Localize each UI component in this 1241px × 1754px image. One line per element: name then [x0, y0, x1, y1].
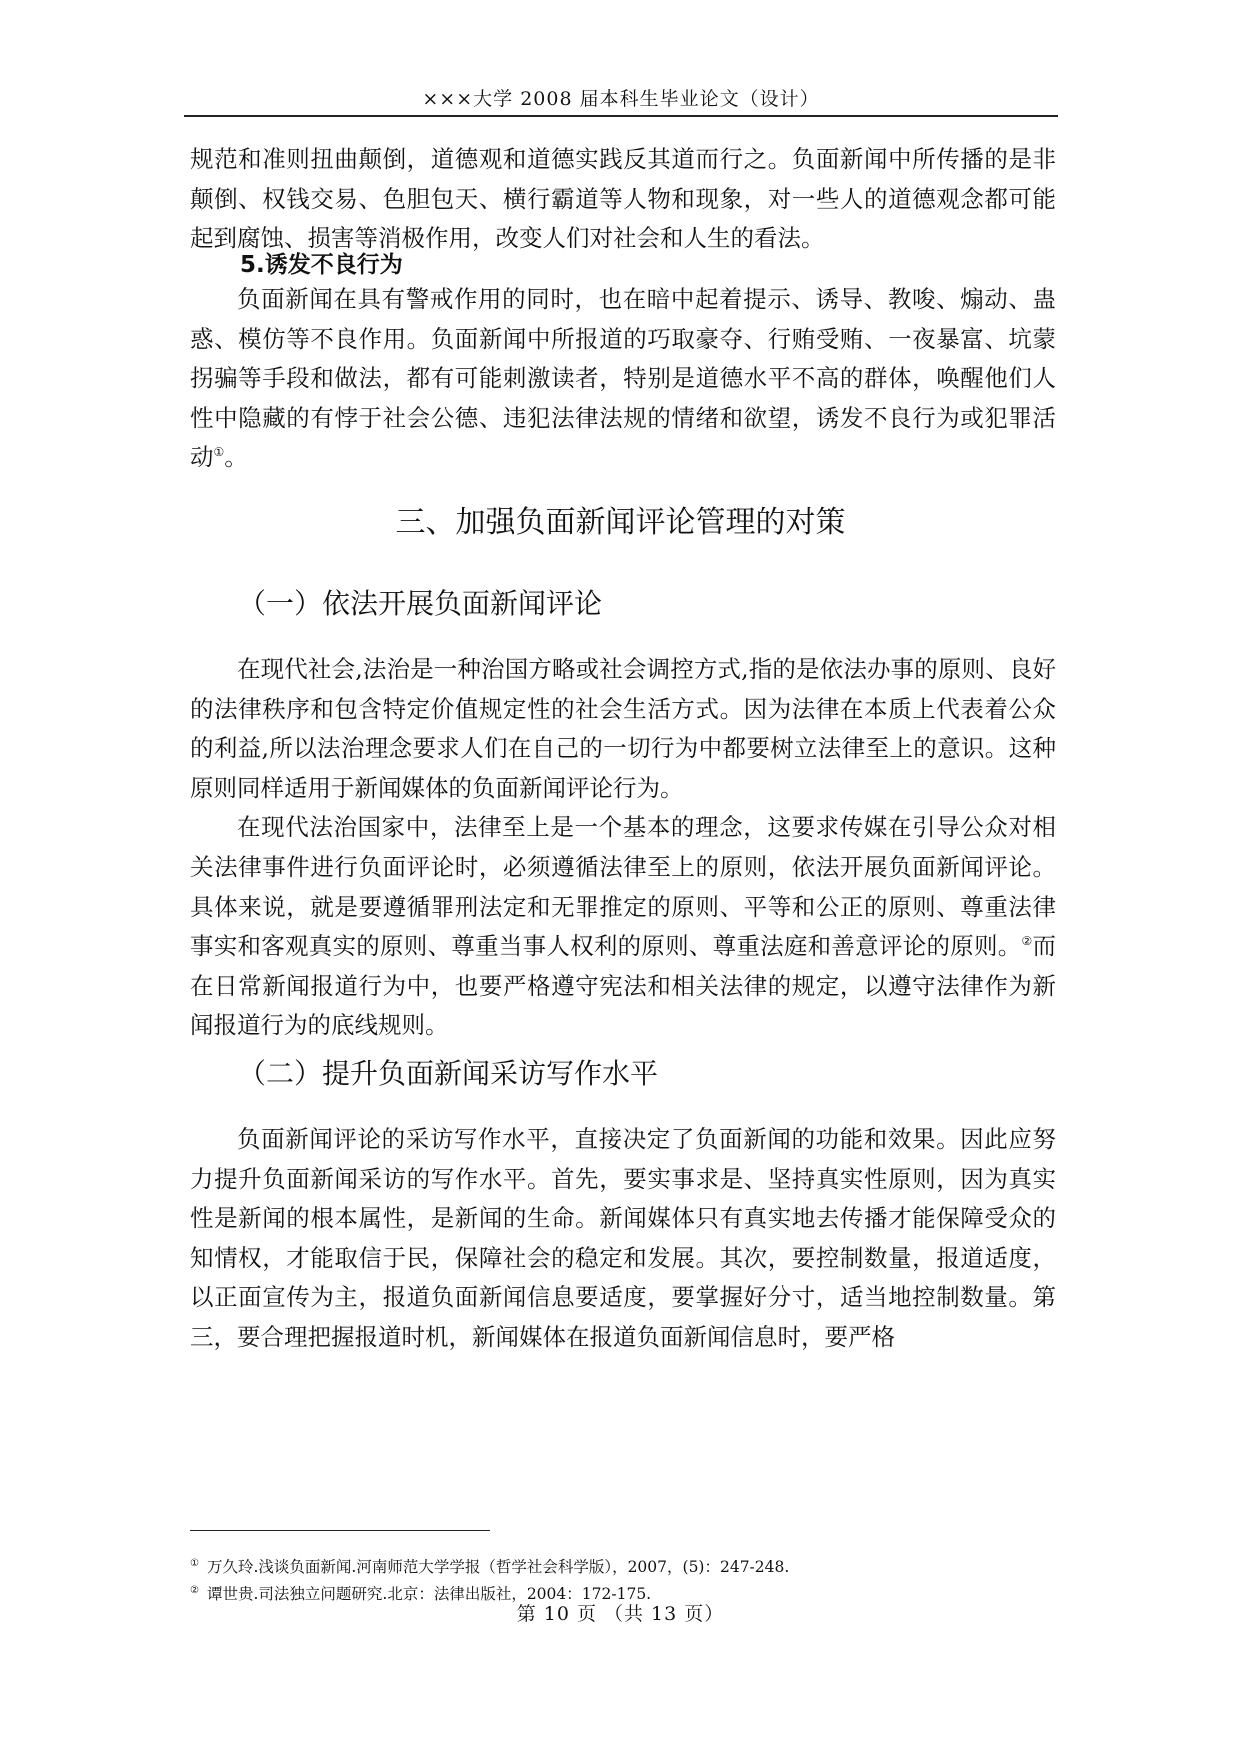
subsection-2-body [190, 1120, 1056, 1358]
footnote-mark: ① [190, 1558, 199, 1569]
continued-paragraph [190, 140, 1056, 259]
paragraph-block [190, 280, 1056, 478]
footnote-text: 谭世贵.司法独立问题研究.北京：法律出版社，2004：172-175. [206, 1585, 652, 1604]
footnote-1 [190, 1552, 1056, 1579]
subheading-5: 5.诱发不良行为 [240, 252, 403, 278]
paragraph [190, 808, 1056, 1046]
footnote-divider [190, 1530, 490, 1531]
paragraph: 负面新闻评论的采访写作水平，直接决定了负面新闻的功能和效果。因此应努力提升负面新闻采访的写作水平。首先，要实事求是、坚持真实性原则，因为真实性是新闻的根本属性，是新闻的生命。新闻媒体只有真实地去传播才能保障受众的知情权，才能取信于民，保障社会的稳定和发展。其次，要控制数量，报道适度，以正面宣传为主，报道负面新闻信息要适度，要掌握好分寸，适当地控制数量。第三，要合理把握报道时机，新闻媒体在报道负面新闻信息时，要严格 [190, 1125, 1056, 1351]
subsection-1-body [190, 650, 1056, 1046]
page-number: 第 10 页 （共 13 页） [516, 1603, 725, 1625]
paragraph: 规范和准则扭曲颠倒，道德观和道德实践反其道而行之。负面新闻中所传播的是非颠倒、权钱交易、色胆包天、横行霸道等人物和现象，对一些人的道德观念都可能起到腐蚀、损害等消极作用，改变人们对社会和人生的看法。 [190, 145, 1056, 253]
footnote-text: 万久玲.浅谈负面新闻.河南师范大学学报（哲学社会科学版），2007，(5)：247-248. [206, 1558, 790, 1577]
paragraph-text: 负面新闻在具有警戒作用的同时，也在暗中起着提示、诱导、教唆、煽动、蛊惑、模仿等不良作用。负面新闻中所报道的巧取豪夺、行贿受贿、一夜暴富、坑蒙拐骗等手段和做法，都有可能刺激读者，特别是道德水平不高的群体，唤醒他们人性中隐藏的有悖于社会公德、违犯法律法规的情绪和欲望，诱发不良行为或犯罪活动 [190, 285, 1056, 472]
paragraph [190, 280, 1056, 478]
paragraph-end: 而在日常新闻报道行为中，也要严格遵守宪法和相关法律的规定，以遵守法律作为新闻报道行为的底线规则。 [190, 932, 1056, 1040]
footnote-ref-1: ① [213, 445, 225, 460]
footnote-ref-2: ② [1021, 934, 1033, 949]
subsection-title-2: （二）提升负面新闻采访写作水平 [238, 1057, 659, 1090]
paragraph-text: 在现代法治国家中，法律至上是一个基本的理念，这要求传媒在引导公众对相关法律事件进行负面评论时，必须遵循法律至上的原则，依法开展负面新闻评论。具体来说，就是要遵循罪刑法定和无罪推定的原则、平等和公正的原则、尊重法律事实和客观真实的原则、尊重当事人权利的原则、尊重法庭和善意评论的原则。 [190, 813, 1056, 961]
footnote-mark: ② [190, 1585, 199, 1597]
section-title: 三、加强负面新闻评论管理的对策 [395, 505, 846, 540]
page-header: ×××大学 2008 届本科生毕业论文（设计） [422, 88, 820, 110]
subsection-title-1: （一）依法开展负面新闻评论 [238, 587, 603, 620]
paragraph-end: 。 [224, 443, 248, 472]
paragraph: 在现代社会,法治是一种治国方略或社会调控方式,指的是依法办事的原则、良好的法律秩序和包含特定价值规定性的社会生活方式。因为法律在本质上代表着公众的利益,所以法治理念要求人们在自己的一切行为中都要树立法律至上的意识。这种原则同样适用于新闻媒体的负面新闻评论行为。 [190, 655, 1056, 802]
header-divider [184, 115, 1058, 117]
